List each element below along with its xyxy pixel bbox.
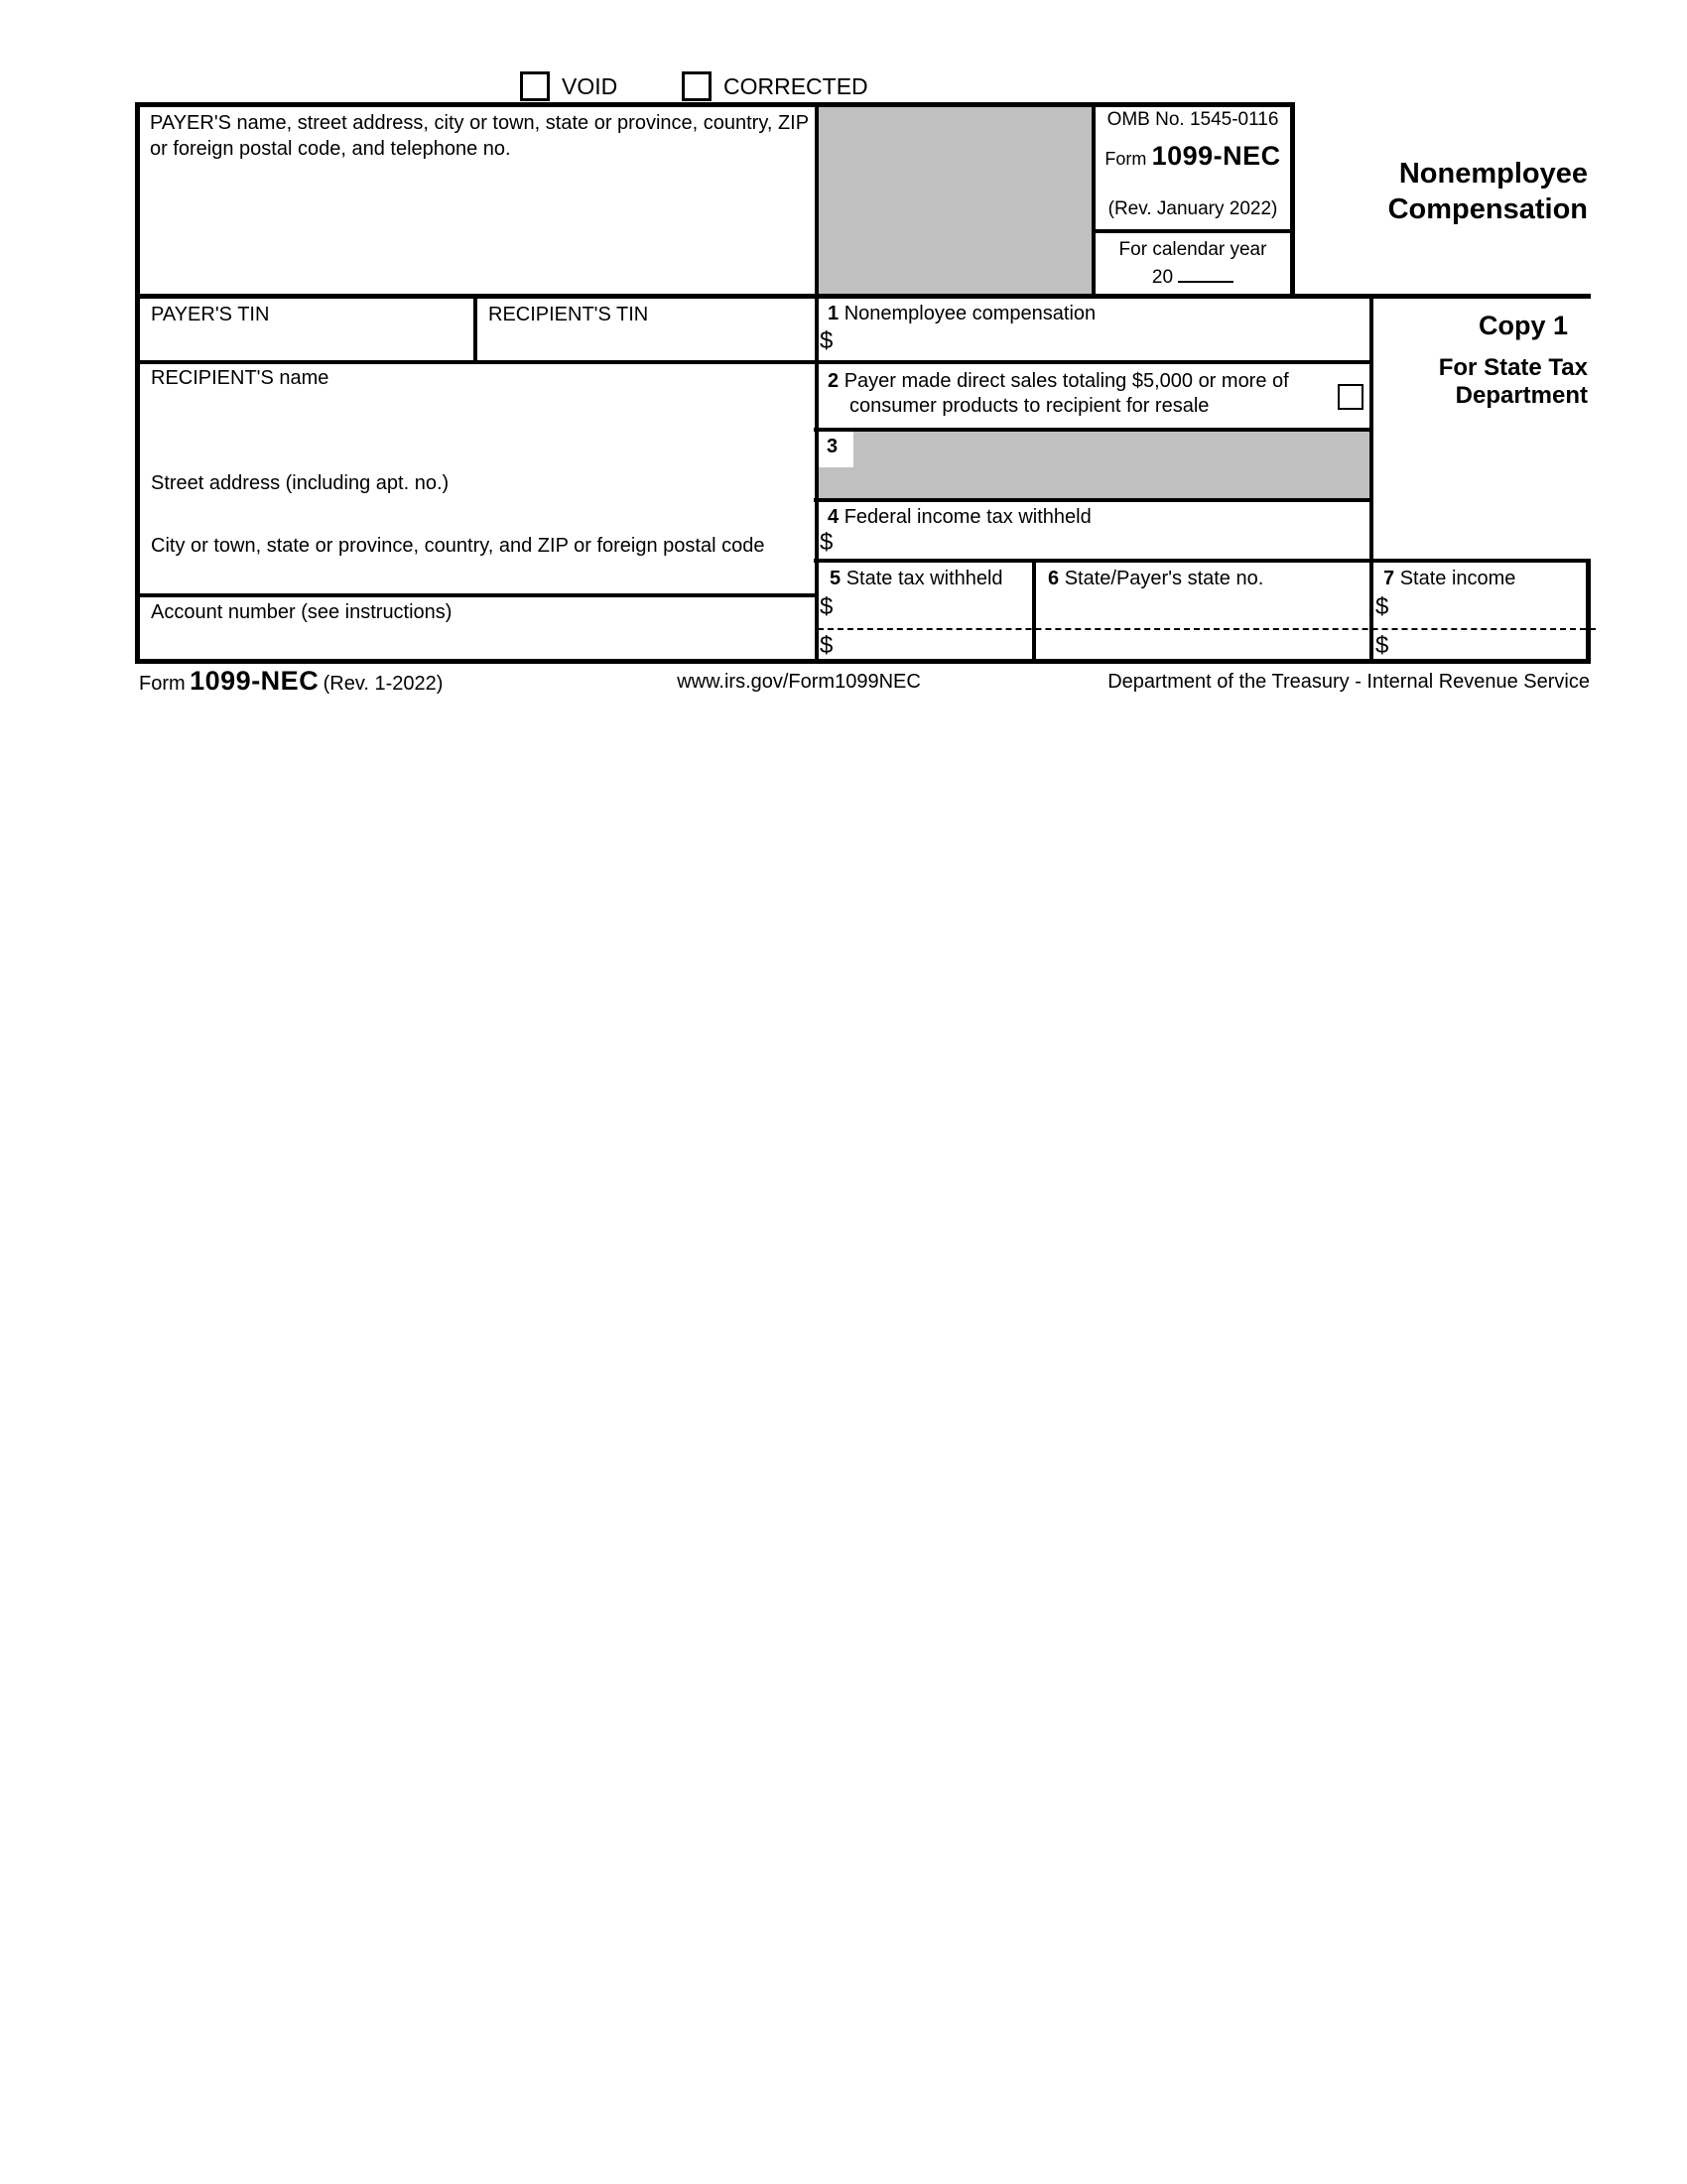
box2-label-line2: consumer products to recipient for resale — [849, 395, 1210, 417]
border-line — [1290, 102, 1295, 298]
box5-dollar-sign-2: $ — [820, 632, 834, 659]
account-number-label: Account number (see instructions) — [151, 601, 453, 623]
shaded-area-top — [817, 104, 1094, 296]
box6-state-no-entry-area-2[interactable] — [1048, 633, 1356, 657]
form-revision: (Rev. January 2022) — [1107, 198, 1278, 219]
border-line — [135, 593, 818, 597]
account-number-entry-area[interactable] — [151, 625, 786, 653]
footer-form-word: Form — [139, 673, 186, 695]
recipient-name-label: RECIPIENT'S name — [151, 367, 329, 389]
box7-label — [1383, 566, 1515, 591]
box2-resale-checkbox[interactable] — [1338, 384, 1363, 410]
shaded-area-box3 — [816, 430, 1371, 500]
footer-agency: Department of the Treasury - Internal Revenue Service — [1107, 671, 1590, 693]
payer-info-label: PAYER'S name, street address, city or town, state or province, country, ZIP or foreign postal code, and telephone no. — [150, 112, 809, 160]
box5-amount-entry-area-1[interactable] — [844, 593, 1022, 623]
copy-label: Copy 1 — [1478, 311, 1568, 340]
form-number-block — [1096, 141, 1290, 171]
border-line — [815, 102, 819, 663]
copy-destination-line1: For State Tax — [1438, 354, 1588, 381]
box4-dollar-sign: $ — [820, 529, 834, 556]
form-title-line1: Nonemployee — [1398, 158, 1588, 190]
box7-number: 7 — [1383, 568, 1395, 589]
recipient-name-entry-area[interactable] — [151, 393, 786, 462]
border-line — [814, 498, 1373, 502]
footer-url[interactable]: www.irs.gov/Form1099NEC — [677, 671, 921, 693]
box5-number: 5 — [830, 568, 842, 589]
copy-destination — [1377, 354, 1588, 410]
box4-label-text: Federal income tax withheld — [844, 506, 1092, 528]
recipient-tin-entry-area[interactable] — [488, 327, 796, 355]
box4-label — [828, 504, 1092, 530]
form-title-line2: Compensation — [1387, 193, 1588, 225]
box5-amount-entry-area-2[interactable] — [844, 633, 1022, 657]
box7-amount-entry-area-1[interactable] — [1399, 593, 1578, 623]
box2-label-line1 — [828, 368, 1289, 394]
dashed-divider — [818, 628, 1596, 630]
border-line — [135, 102, 140, 664]
border-line — [1586, 559, 1591, 663]
box4-amount-entry-area[interactable] — [844, 529, 1340, 555]
calendar-year-blank[interactable] — [1178, 261, 1233, 283]
box4-number: 4 — [828, 506, 840, 528]
border-line — [1032, 559, 1036, 663]
form-title — [1310, 156, 1588, 227]
box1-dollar-sign: $ — [820, 327, 834, 354]
border-line — [135, 102, 1294, 107]
box6-label-text: State/Payer's state no. — [1064, 568, 1264, 589]
box7-dollar-sign-2: $ — [1375, 632, 1389, 659]
void-checkbox[interactable] — [520, 71, 550, 101]
box2-number: 2 — [828, 370, 840, 392]
border-line — [1369, 294, 1373, 663]
calendar-year-prefix: 20 — [1151, 267, 1174, 288]
city-entry-area[interactable] — [151, 559, 786, 588]
street-address-label: Street address (including apt. no.) — [151, 472, 450, 494]
box7-dollar-sign-1: $ — [1375, 593, 1389, 620]
calendar-year-row — [1096, 261, 1290, 289]
footer-revision: (Rev. 1-2022) — [323, 673, 444, 695]
box5-label — [830, 566, 1003, 591]
copy-destination-line2: Department — [1455, 382, 1588, 409]
box3-number: 3 — [827, 436, 839, 457]
recipient-tin-label: RECIPIENT'S TIN — [488, 304, 649, 325]
box6-number: 6 — [1048, 568, 1060, 589]
box1-number: 1 — [828, 303, 840, 324]
box1-amount-entry-area[interactable] — [844, 327, 1340, 357]
payer-tin-label: PAYER'S TIN — [151, 304, 270, 325]
box7-label-text: State income — [1399, 568, 1516, 589]
footer-form-number: 1099-NEC — [190, 666, 320, 696]
border-line — [814, 559, 1591, 563]
border-line — [814, 428, 1373, 432]
border-line — [473, 294, 477, 364]
form-word: Form — [1104, 149, 1147, 169]
border-line — [135, 360, 1373, 364]
box6-state-no-entry-area-1[interactable] — [1048, 593, 1356, 623]
footer-form-id — [139, 666, 443, 697]
void-label: VOID — [562, 73, 618, 99]
box5-dollar-sign-1: $ — [820, 593, 834, 620]
box6-label — [1048, 566, 1263, 591]
border-line — [1092, 229, 1294, 233]
payer-info-entry-area[interactable] — [150, 169, 795, 288]
box1-label-text: Nonemployee compensation — [844, 303, 1097, 324]
omb-number: OMB No. 1545-0116 — [1106, 109, 1279, 130]
city-label: City or town, state or province, country, and ZIP or foreign postal code — [151, 535, 765, 557]
corrected-label: CORRECTED — [723, 73, 868, 99]
street-address-entry-area[interactable] — [151, 496, 786, 528]
form-number: 1099-NEC — [1151, 141, 1281, 171]
box2-label-text1: Payer made direct sales totaling $5,000 or more of — [844, 370, 1289, 392]
payer-tin-entry-area[interactable] — [151, 327, 458, 355]
box5-label-text: State tax withheld — [845, 568, 1003, 589]
corrected-checkbox[interactable] — [682, 71, 712, 101]
calendar-year-label: For calendar year — [1118, 239, 1267, 260]
box7-amount-entry-area-2[interactable] — [1399, 633, 1578, 657]
box1-label — [828, 301, 1096, 326]
